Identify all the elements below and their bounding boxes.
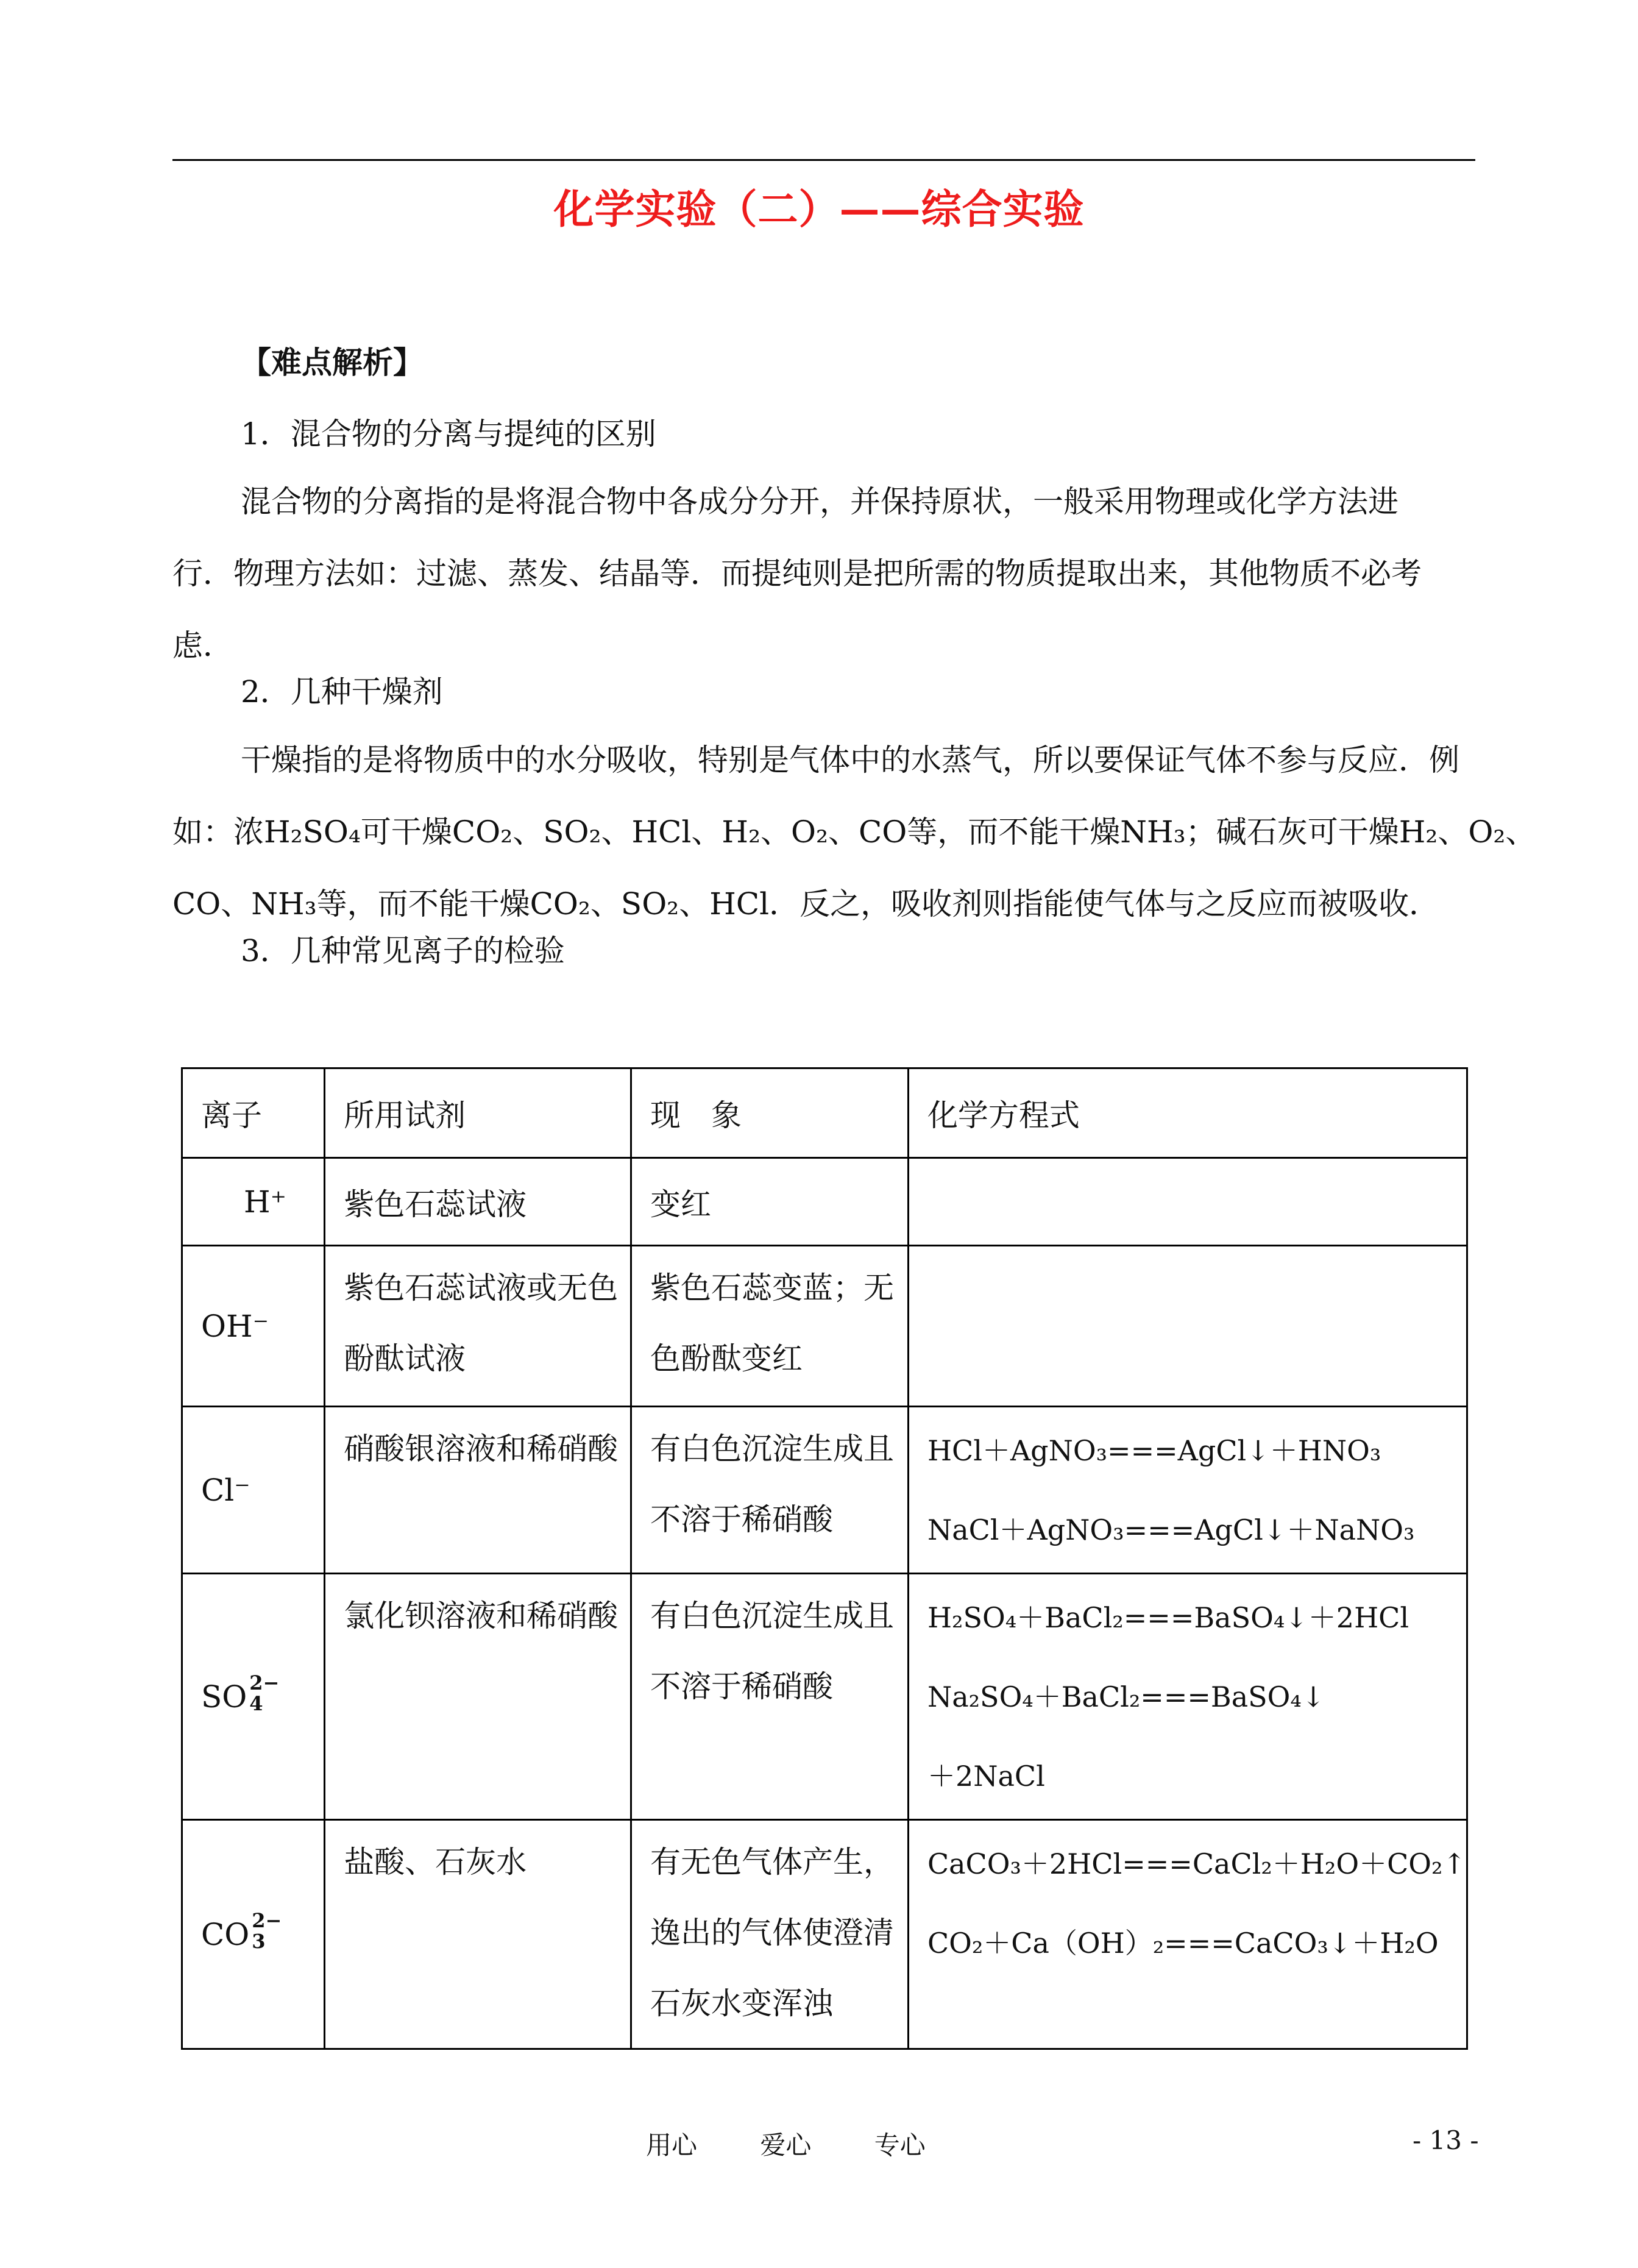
equation: CO₂＋Ca（OH）₂===CaCO₃↓＋H₂O (927, 1927, 1439, 1960)
table-header-row (182, 1068, 1467, 1158)
paragraph-line: 干燥指的是将物质中的水分吸收，特别是气体中的水蒸气，所以要保证气体不参与反应．例 (241, 742, 1459, 778)
section-heading: 【难点解析】 (241, 344, 424, 380)
ion-cell: Cl⁻ (182, 1407, 325, 1574)
header-cell-phenomenon: 现 象 (631, 1068, 909, 1158)
phenomenon-cell: 有无色气体产生， 逸出的气体使澄清 石灰水变浑浊 (631, 1820, 909, 2049)
phenomenon-cell: 有白色沉淀生成且 不溶于稀硝酸 (631, 1407, 909, 1574)
equation: Na₂SO₄＋BaCl₂===BaSO₄↓ (927, 1680, 1325, 1713)
paragraph-desiccants (172, 724, 1536, 940)
paragraph-line: CO、NH₃等，而不能干燥CO₂、SO₂、HCl．反之，吸收剂则指能使气体与之反应而被吸收． (172, 886, 1440, 922)
reagent-cell: 氯化钡溶液和稀硝酸 (325, 1574, 631, 1820)
paragraph-line: 行．物理方法如：过滤、蒸发、结晶等．而提纯则是把所需的物质提取出来，其他物质不必考 (172, 556, 1422, 591)
ion-cell: H⁺ (182, 1158, 325, 1246)
paragraph-separation (172, 466, 1475, 681)
reagent-cell: 盐酸、石灰水 (325, 1820, 631, 2049)
table-row (182, 1820, 1467, 2049)
reagent-cell: 硝酸银溶液和稀硝酸 (325, 1407, 631, 1574)
item-heading-2: 2．几种干燥剂 (241, 674, 443, 709)
equation-cell (908, 1246, 1467, 1407)
ion-cell: OH⁻ (182, 1246, 325, 1407)
equation: ＋2NaCl (927, 1760, 1045, 1793)
ion-cell: CO 2− 3 (182, 1820, 325, 2049)
header-cell-reagent: 所用试剂 (325, 1068, 631, 1158)
reagent-cell: 紫色石蕊试液 (325, 1158, 631, 1246)
equation-cell (908, 1820, 1467, 2049)
phenomenon-cell: 有白色沉淀生成且 不溶于稀硝酸 (631, 1574, 909, 1820)
phenomenon-cell: 紫色石蕊变蓝；无 色酚酞变红 (631, 1246, 909, 1407)
equation: NaCl＋AgNO₃===AgCl↓＋NaNO₃ (927, 1513, 1415, 1546)
table-row (182, 1574, 1467, 1820)
page-title: 化学实验（二）——综合实验 (553, 185, 1085, 233)
phenomenon-cell: 变红 (631, 1158, 909, 1246)
paragraph-line: 虑． (172, 628, 233, 663)
equation-cell (908, 1574, 1467, 1820)
equation: H₂SO₄＋BaCl₂===BaSO₄↓＋2HCl (927, 1601, 1409, 1634)
table-row (182, 1407, 1467, 1574)
header-rule (172, 159, 1475, 161)
table-row (182, 1158, 1467, 1246)
equation-cell (908, 1407, 1467, 1574)
footer-slogan: 用心 爱心 专心 (646, 2130, 926, 2160)
ion-test-table (181, 1067, 1468, 2050)
equation: HCl＋AgNO₃===AgCl↓＋HNO₃ (927, 1434, 1381, 1467)
ion-cell: SO 2− 4 (182, 1574, 325, 1820)
equation-cell (908, 1158, 1467, 1246)
header-cell-ion: 离子 (182, 1068, 325, 1158)
reagent-cell: 紫色石蕊试液或无色 酚酞试液 (325, 1246, 631, 1407)
paragraph-line: 如：浓H₂SO₄可干燥CO₂、SO₂、HCl、H₂、O₂、CO等，而不能干燥NH₃；碱石灰可干燥H₂、O₂、 (172, 814, 1536, 850)
item-heading-1: 1．混合物的分离与提纯的区别 (241, 416, 656, 452)
header-cell-equation: 化学方程式 (908, 1068, 1467, 1158)
table-row (182, 1246, 1467, 1407)
page-number: - 13 - (1413, 2125, 1479, 2155)
equation: CaCO₃＋2HCl===CaCl₂＋H₂O＋CO₂↑ (927, 1847, 1466, 1880)
item-heading-3: 3．几种常见离子的检验 (241, 933, 565, 969)
paragraph-line: 混合物的分离指的是将混合物中各成分分开，并保持原状，一般采用物理或化学方法进 (241, 484, 1399, 519)
